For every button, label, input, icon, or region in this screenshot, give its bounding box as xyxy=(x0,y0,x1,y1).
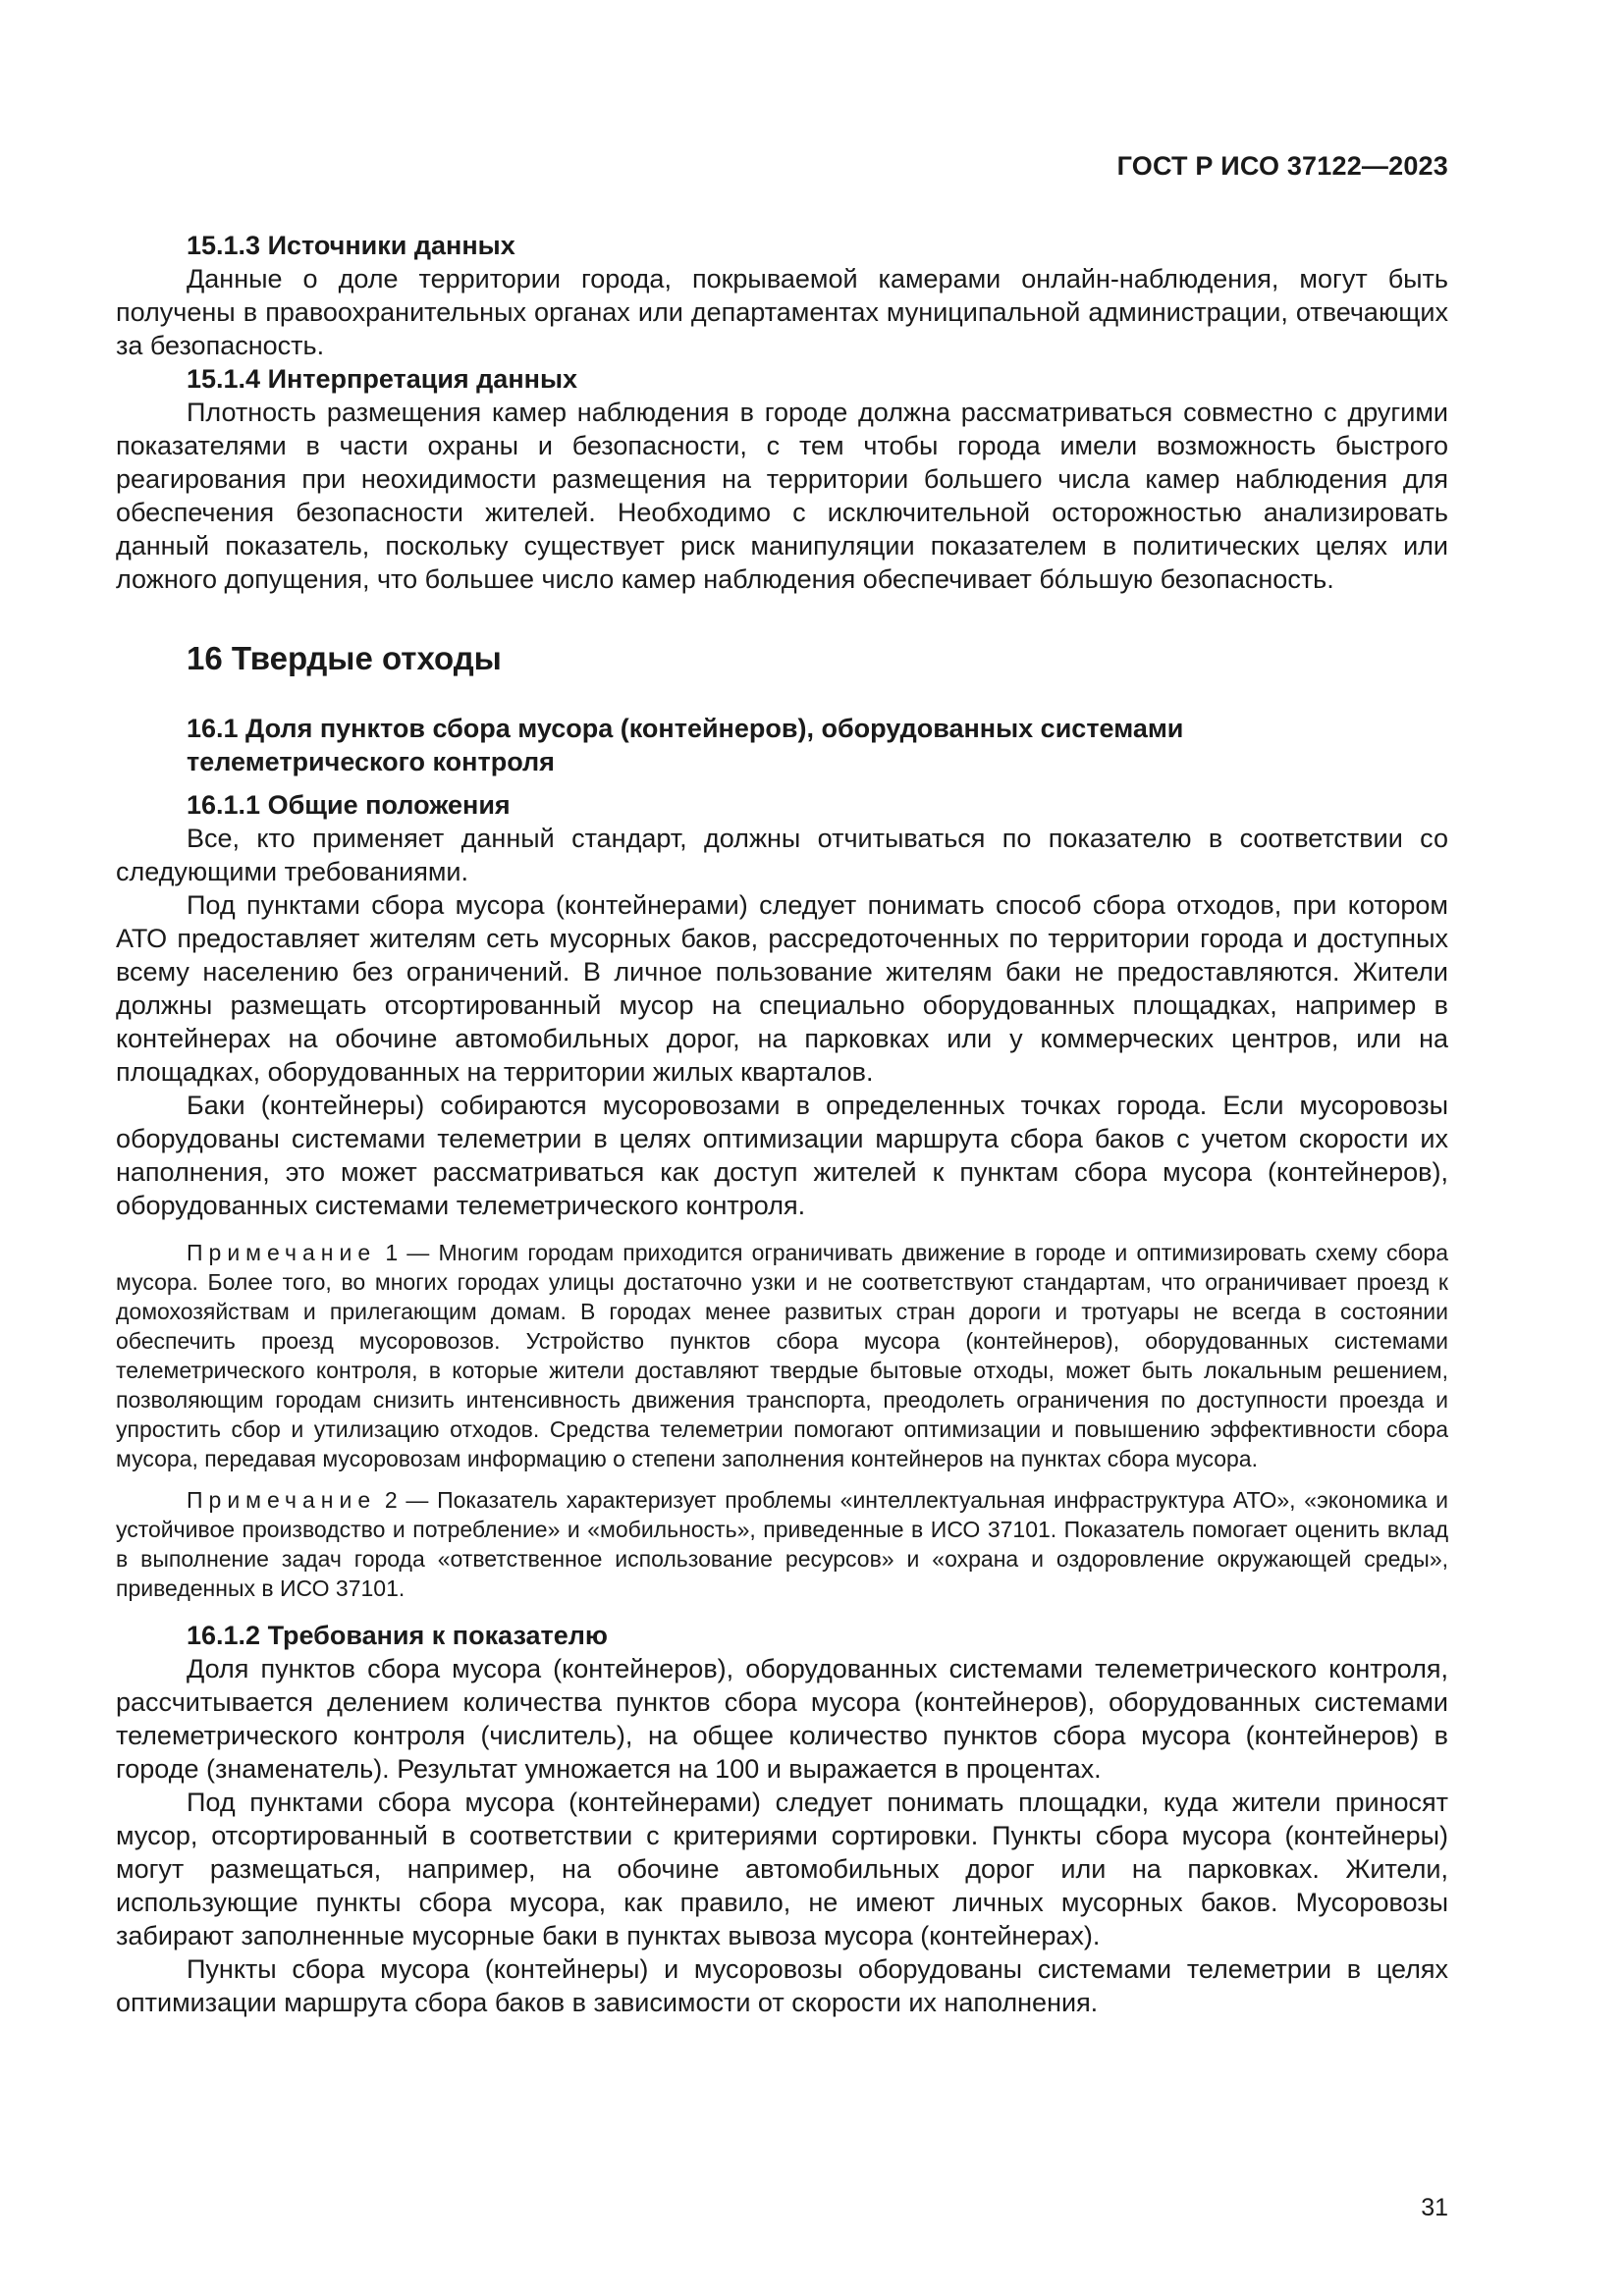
note-2 xyxy=(116,1485,1448,1603)
paragraph: Под пунктами сбора мусора (контейнерами) следует понимать площадки, куда жители приносят мусор, отсортированный в соответствии с критериями сортировки. Пункты сбора мусора (контейнеры) могут размещаться, например, на обочине автомобильных дорог или на парковках. Жители, использующие пункты сбора мусора, как правило, не имеют личных мусорных баков. Мусоровозы забирают заполненные мусорные баки в пунктах вывоза мусора (контейнерах). xyxy=(116,1788,1448,1950)
page-number: 31 xyxy=(1421,2194,1448,2221)
document-body xyxy=(116,229,1448,2019)
section-16-1-1-title: 16.1.1 Общие положения xyxy=(187,790,511,820)
section-16-title: 16 Твердые отходы xyxy=(187,640,502,676)
paragraph: Все, кто применяет данный стандарт, должны отчитываться по показателю в соответствии со следующими требованиями. xyxy=(116,824,1448,886)
paragraph: Данные о доле территории города, покрываемой камерами онлайн-наблюдения, могут быть получены в правоохранительных органах или департаментах муниципальной администрации, отвечающих за безопасность. xyxy=(116,264,1448,360)
section-15-1-3-title: 15.1.3 Источники данных xyxy=(187,231,515,260)
paragraph: Под пунктами сбора мусора (контейнерами) следует понимать способ сбора отходов, при котором АТО предоставляет жителям сеть мусорных баков, рассредоточенных по территории города и доступных всему населению без ограничений. В личное пользование жителям баки не предоставляются. Жители должны размещать отсортированный мусор на специально оборудованных площадках, например в контейнерах на обочине автомобильных дорог, на парковках или у коммерческих центров, или на площадках, оборудованных на территории жилых кварталов. xyxy=(116,890,1448,1087)
document-code-header: ГОСТ Р ИСО 37122—2023 xyxy=(1116,151,1448,181)
paragraph: Баки (контейнеры) собираются мусоровозами в определенных точках города. Если мусоровозы оборудованы системами телеметрии в целях оптимизации маршрута сбора баков с учетом скорости их наполнения, это может рассматриваться как доступ жителей к пунктам сбора мусора (контейнеров), оборудованных системами телеметрического контроля. xyxy=(116,1091,1448,1220)
paragraph: Доля пунктов сбора мусора (контейнеров), оборудованных системами телеметрического контроля, рассчитывается делением количества пунктов сбора мусора (контейнеров), оборудованных системами телеметрического контроля (числитель), на общее количество пунктов сбора мусора (контейнеров) в городе (знаменатель). Результат умножается на 100 и выражается в процентах. xyxy=(116,1654,1448,1784)
paragraph: Пункты сбора мусора (контейнеры) и мусоровозы оборудованы системами телеметрии в целях оптимизации маршрута сбора баков в зависимости от скорости их наполнения. xyxy=(116,1954,1448,2017)
note-1-text: 1 — Многим городам приходится ограничивать движение в городе и оптимизировать схему сбора мусора. Более того, во многих городах улицы достаточно узки и не соответствуют стандартам, что ограничивает проезд к домохозяйствам и прилегающим домам. В городах менее развитых стран дороги и тротуары не всегда в состоянии обеспечить проезд мусоровозов. Устройство пунктов сбора мусора (контейнеров), оборудованных системами телеметрического контроля, в которые жители доставляют твердые бытовые отходы, может быть локальным решением, позволяющим городам снизить интенсивность движения транспорта, преодолеть ограничения по доступности проезда и упростить сбор и утилизацию отходов. Средства телеметрии помогают оптимизации и повышению эффективности сбора мусора, передавая мусоровозам информацию о степени заполнения контейнеров на пунктах сбора мусора. xyxy=(116,1240,1448,1471)
note-1 xyxy=(116,1238,1448,1473)
note-1-label: Примечание xyxy=(187,1240,377,1265)
section-15-1-4-title: 15.1.4 Интерпретация данных xyxy=(187,364,578,394)
note-2-label: Примечание xyxy=(187,1487,377,1513)
section-16-1-2-title: 16.1.2 Требования к показателю xyxy=(187,1621,608,1650)
note-2-text: 2 — Показатель характеризует проблемы «интеллектуальная инфраструктура АТО», «экономика и устойчивое производство и потребление» и «мобильность», приведенные в ИСО 37101. Показатель помогает оценить вклад в выполнение задач города «ответственное использование ресурсов» и «охрана и оздоровление окружающей среды», приведенных в ИСО 37101. xyxy=(116,1487,1448,1601)
paragraph: Плотность размещения камер наблюдения в городе должна рассматриваться совместно с другими показателями в части охраны и безопасности, с тем чтобы города имели возможность быстрого реагирования при неохидимости размещения на территории большего числа камер наблюдения для обеспечения безопасности жителей. Необходимо с исключительной осторожностью анализировать данный показатель, поскольку существует риск манипуляции показателем в политических целях или ложного допущения, что большее число камер наблюдения обеспечивает бóльшую безопасность. xyxy=(116,398,1448,594)
section-16-1-title: 16.1 Доля пунктов сбора мусора (контейнеров), оборудованных системами телеметрического контроля xyxy=(187,714,1184,776)
